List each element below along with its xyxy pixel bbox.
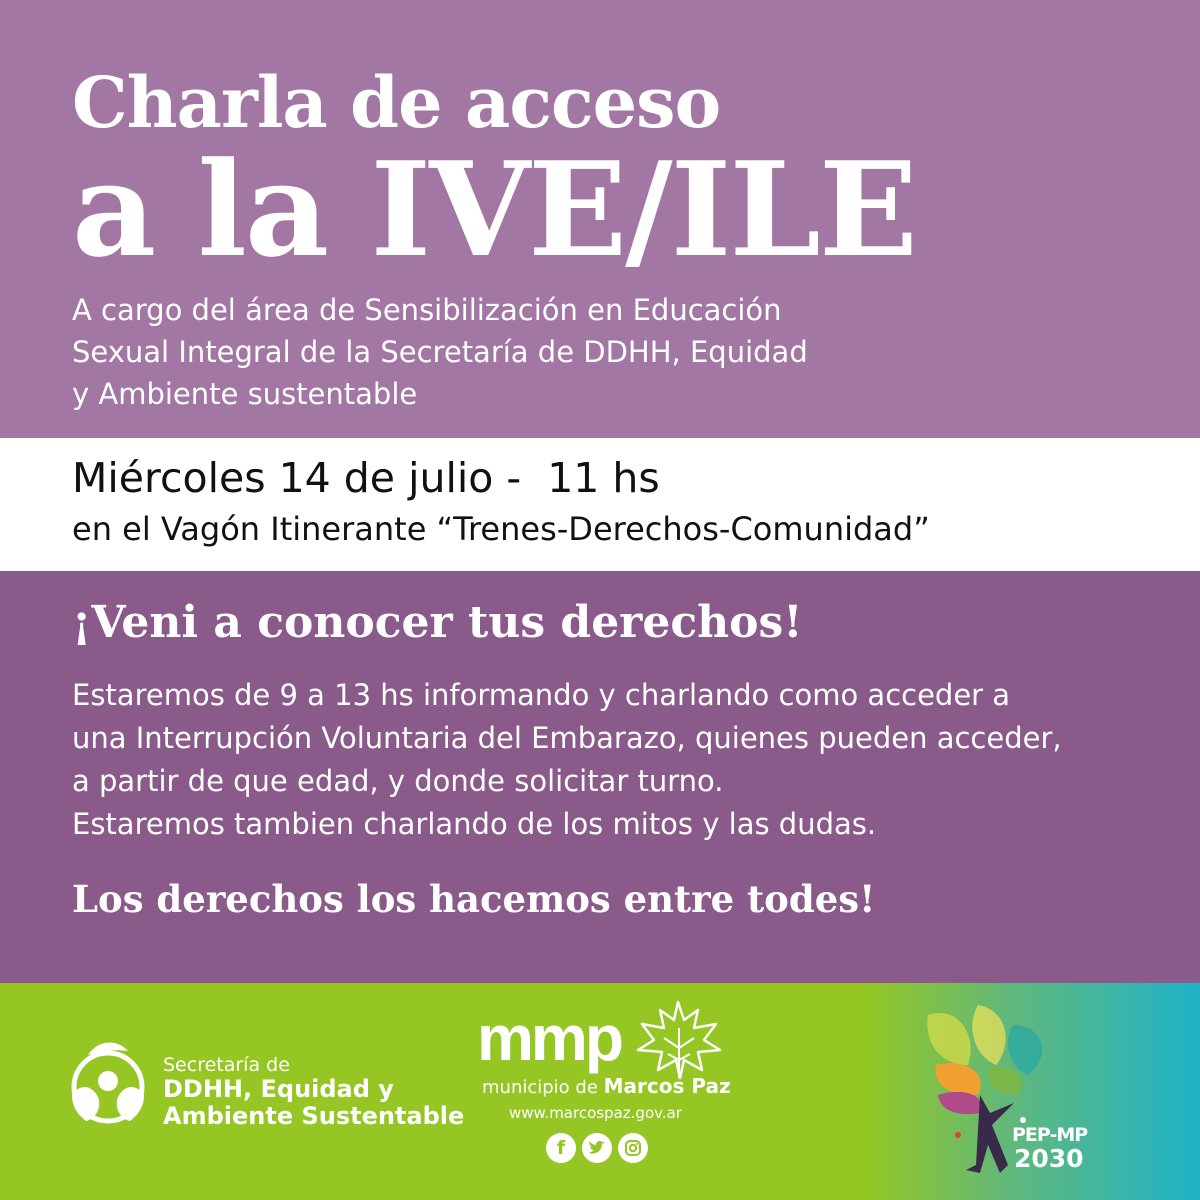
social-links xyxy=(546,1133,648,1163)
website-link[interactable]: www.marcospaz.gov.ar xyxy=(509,1104,682,1122)
event-place: en el Vagón Itinerante “Trenes-Derechos-Comunidad” xyxy=(72,510,930,548)
event-date: Miércoles 14 de julio - 11 hs xyxy=(72,454,660,502)
secretaria-line-2: DDHH, Equidad y xyxy=(163,1075,394,1103)
secretaria-logo-icon xyxy=(58,1035,158,1135)
info-body: Estaremos de 9 a 13 hs informando y charlando como acceder a una Interrupción Voluntaria del Embarazo, quienes pueden acceder, a partir de que edad, y donde solicitar turno. Estaremos tambien charlando de los mitos y las dudas. xyxy=(72,678,1062,841)
municipio-label xyxy=(482,1074,731,1100)
mmp-logo: mmp xyxy=(477,1002,621,1074)
secretaria-line-3: Ambiente Sustentable xyxy=(163,1102,465,1130)
pep-year: 2030 xyxy=(1014,1144,1084,1173)
title-line-1: Charla de acceso xyxy=(72,61,721,144)
twitter-icon[interactable] xyxy=(582,1133,612,1163)
leaf-icon xyxy=(632,998,724,1080)
subtitle: A cargo del área de Sensibilización en Educación Sexual Integral de la Secretaría de DDHH, Equidad y Ambiente sustentable xyxy=(72,293,808,411)
municipio-name: Marcos Paz xyxy=(603,1074,731,1098)
facebook-icon[interactable]: f xyxy=(546,1133,576,1163)
secretaria-line-1: Secretaría de xyxy=(163,1054,290,1076)
municipio-prefix: municipio de xyxy=(482,1077,598,1098)
pep-label: PEP-MP xyxy=(1012,1124,1088,1146)
closing-slogan: Los derechos los hacemos entre todes! xyxy=(72,877,876,921)
title-line-2: a la IVE/ILE xyxy=(72,133,916,286)
instagram-icon[interactable] xyxy=(618,1133,648,1163)
call-to-action: ¡Veni a conocer tus derechos! xyxy=(72,597,803,648)
secretaria-name xyxy=(163,1054,464,1130)
